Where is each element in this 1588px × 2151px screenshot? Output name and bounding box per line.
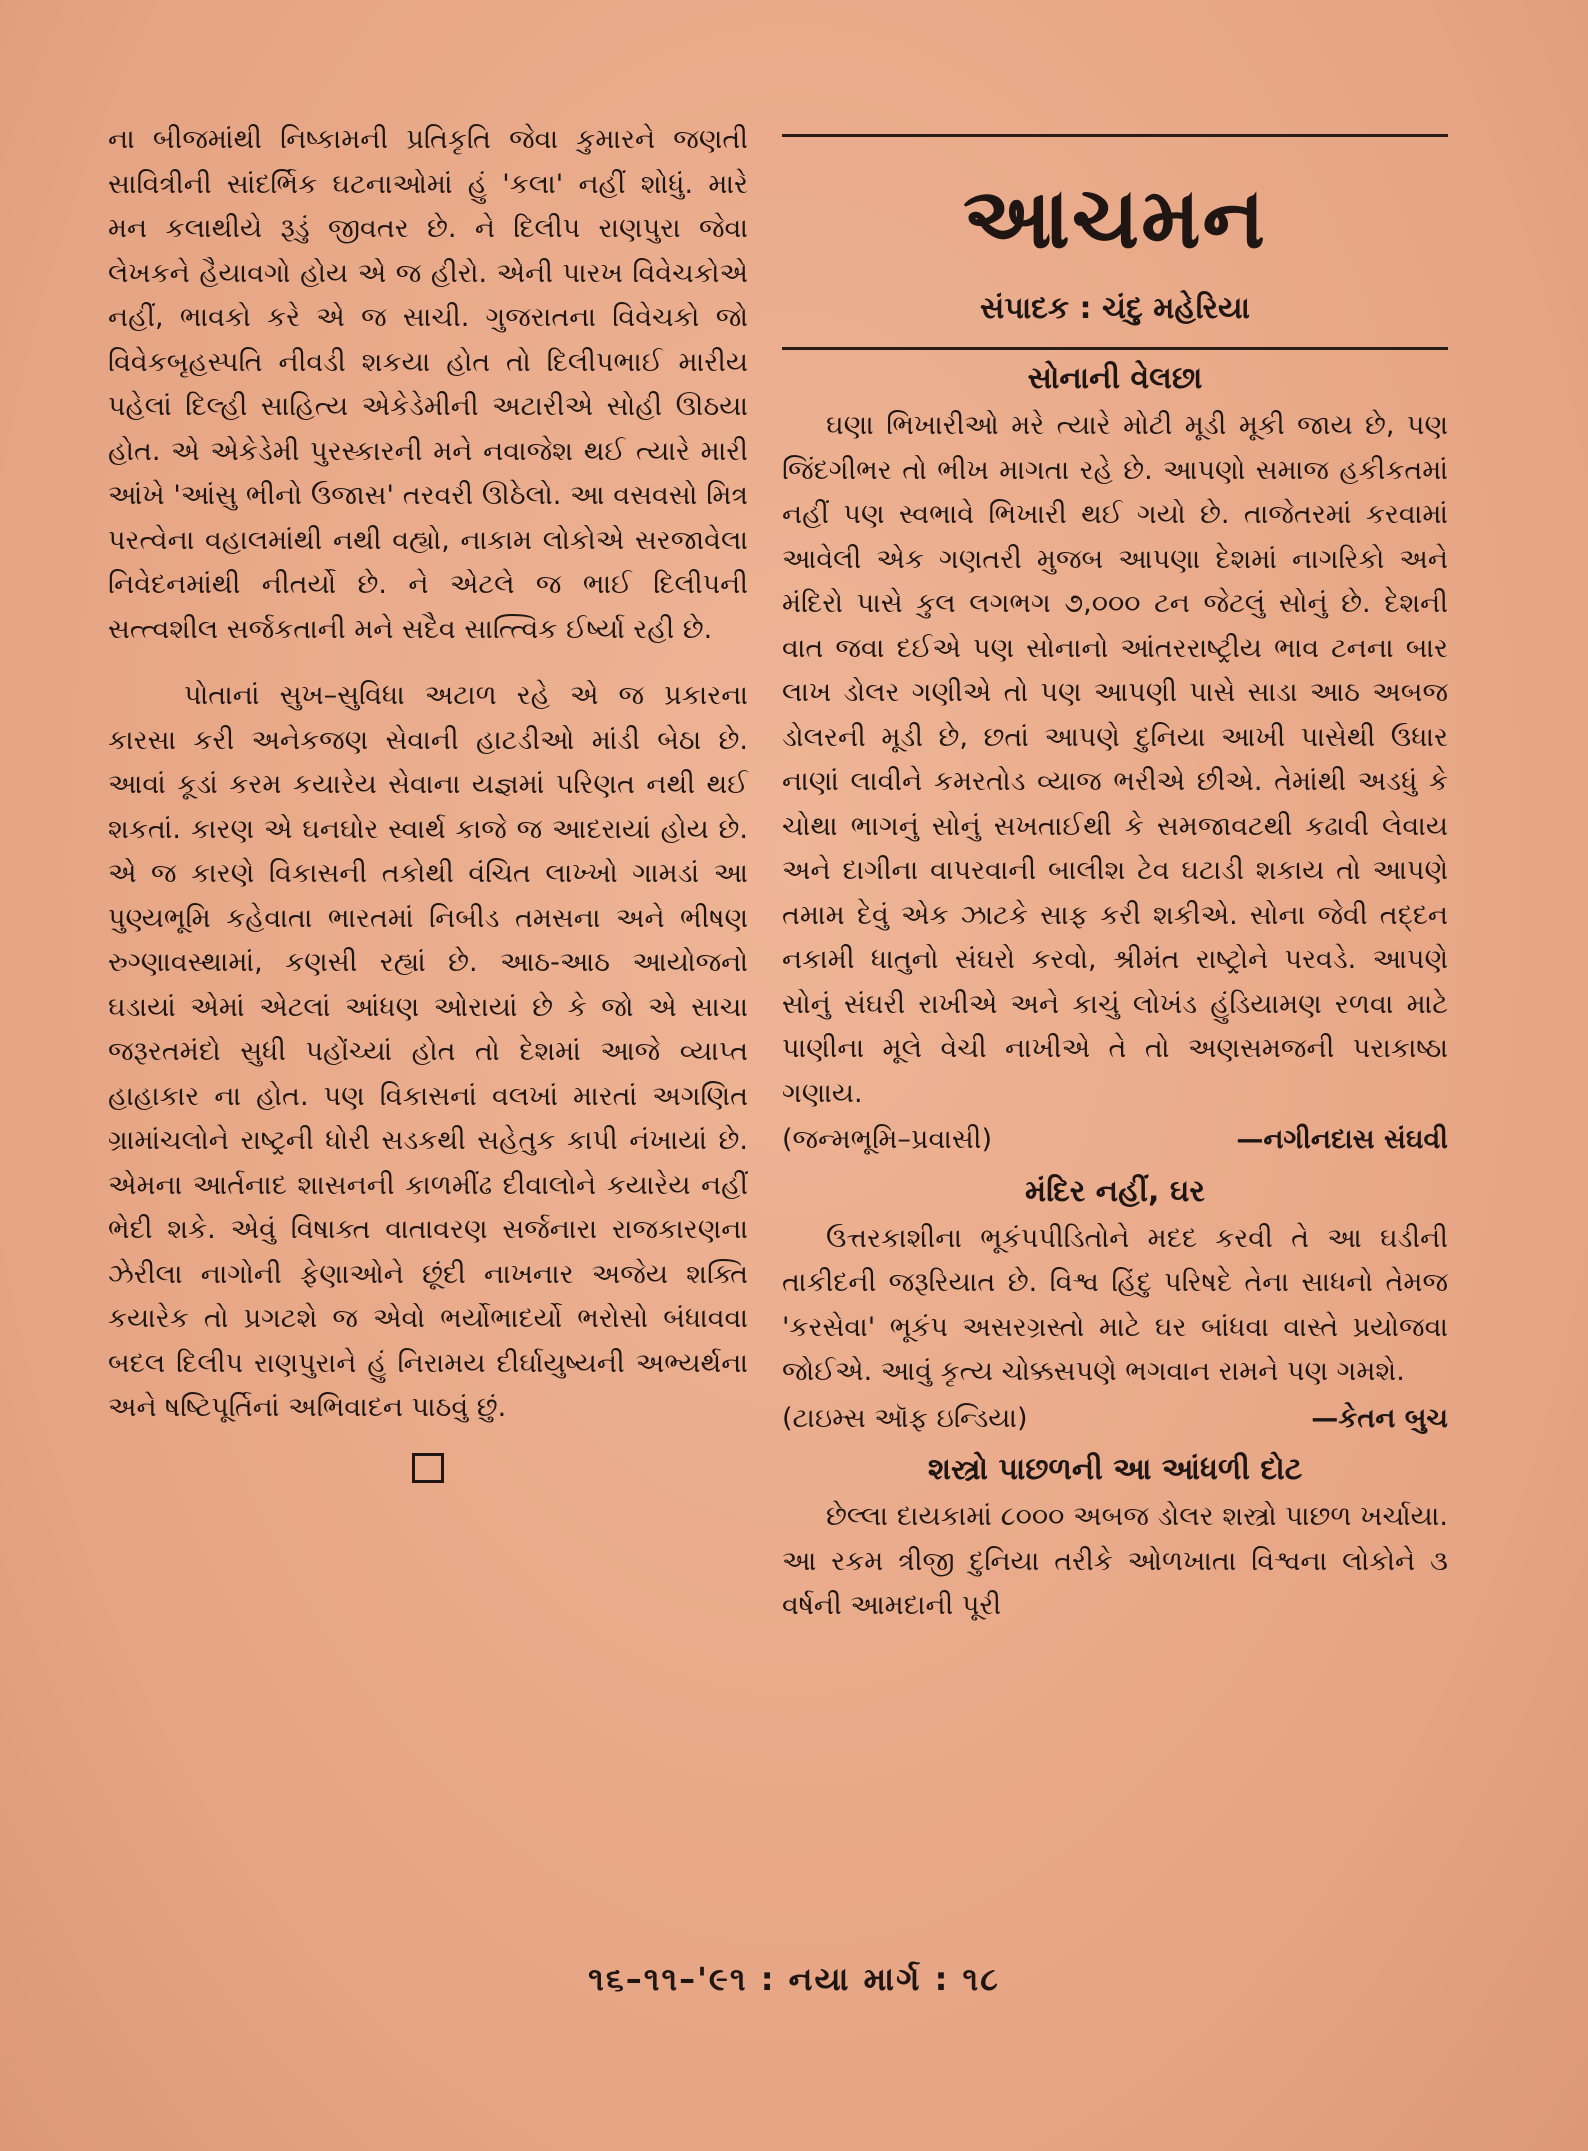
- left-paragraph-2: પોતાનાં સુખ–સુવિધા અટાળ રહે એ જ પ્રકારના કારસા કરી અનેકજણ સેવાની હાટડીઓ માંડી બેઠા છે. આવાં કૂડાં કરમ કયારેય સેવાના યજ્ઞમાં પરિણત નથી થઈ શકતાં. કારણ એ ઘનઘોર સ્વાર્થ કાજે જ આદરાયાં હોય છે. એ જ કારણે વિકાસની તકોથી વંચિત લાખ્ખો ગામડાં આ પુણ્યભૂમિ કહેવાતા ભારતમાં નિબીડ તમસના અને ભીષણ રુગ્ણાવસ્થામાં, કણસી રહ્યાં છે. આઠ-આઠ આયોજનો ઘડાયાં એમાં એટલાં આંધણ ઓરાયાં છે કે જો એ સાચા જરૂરતમંદો સુધી પહોંચ્યાં હોત તો દેશમાં આજે વ્યાપ્ત હાહાકાર ના હોત. પણ વિકાસનાં વલખાં મારતાં અગણિત ગ્રામાંચલોને રાષ્ટ્રની ધોરી સડકથી સહેતુક કાપી નંખાયાં છે. એમના આર્તનાદ શાસનની કાળમીંઢ દીવાલોને કયારેય નહીં ભેદી શકે. એવું વિષાક્ત વાતાવરણ સર્જનારા રાજકારણના ઝેરીલા નાગોની ફેણાઓને છૂંદી નાખનાર અજેય શક્તિ કયારેક તો પ્રગટશે જ એવો ભર્યોભાદર્યો ભરોસો બંધાવવા બદલ દિલીપ રાણપુરાને હું નિરામય દીર્ઘાયુષ્યની અભ્યર્થના અને ષષ્ટિપૂર્તિનાં અભિવાદન પાઠવું છું.: [108, 680, 748, 1423]
- article-body: છેલ્લા દાયકામાં ૮૦૦૦ અબજ ડોલર શસ્ત્રો પાછળ ખર્ચાયા. આ રકમ ત્રીજી દુનિયા તરીકે ઓળખાતા વિશ્વના લોકોને ૩ વર્ષની આમદાની પૂરી: [782, 1501, 1448, 1621]
- article-body: ઉત્તરકાશીના ભૂકંપપીડિતોને મદદ કરવી તે આ ઘડીની તાકીદની જરૂરિયાત છે. વિશ્વ હિંદુ પરિષદે તેના સાધનો તેમજ 'કરસેવા' ભૂકંપ અસરગ્રસ્તો માટે ઘર બાંધવા વાસ્તે પ્રયોજવા જોઈએ. આવું કૃત્ય ચોક્કસપણે ભગવાન રામને પણ ગમશે.: [782, 1222, 1448, 1387]
- article-1: [782, 356, 1448, 1163]
- column-editor: સંપાદક : ચંદુ મહેરિયા: [980, 291, 1250, 326]
- end-of-article-box-icon: [412, 1453, 444, 1483]
- column-masthead: આચમન: [963, 169, 1267, 267]
- article-heading: મંદિર નહીં, ઘર: [1025, 1173, 1205, 1209]
- article-body: ઘણા ભિખારીઓ મરે ત્યારે મોટી મૂડી મૂકી જાય છે, પણ જિંદગીભર તો ભીખ માગતા રહે છે. આપણો સમાજ હકીકતમાં નહીં પણ સ્વભાવે ભિખારી થઈ ગયો છે. તાજેતરમાં કરવામાં આવેલી એક ગણતરી મુજબ આપણા દેશમાં નાગરિકો અને મંદિરો પાસે કુલ લગભગ ૭,૦૦૦ ટન જેટલું સોનું છે. દેશની વાત જવા દઈએ પણ સોનાનો આંતરરાષ્ટ્રીય ભાવ ટનના બાર લાખ ડોલર ગણીએ તો પણ આપણી પાસે સાડા આઠ અબજ ડોલરની મૂડી છે, છતાં આપણે દુનિયા આખી પાસેથી ઉધાર નાણાં લાવીને કમરતોડ વ્યાજ ભરીએ છીએ. તેમાંથી અડધું કે ચોથા ભાગનું સોનું સખતાઈથી કે સમજાવટથી કઢાવી લેવાય અને દાગીના વાપરવાની બાલીશ ટેવ ઘટાડી શકાય તો આપણે તમામ દેવું એક ઝાટકે સાફ કરી શકીએ. સોના જેવી તદ્દન નકામી ધાતુનો સંઘરો કરવો, શ્રીમંત રાષ્ટ્રોને પરવડે. આપણે સોનું સંઘરી રાખીએ અને કાચું લોખંડ હુંડિયામણ રળવા માટે પાણીના મૂલે વેચી નાખીએ તે તો અણસમજની પરાકાષ્ઠા ગણાય.: [782, 410, 1448, 1109]
- article-heading: શસ્ત્રો પાછળની આ આંધળી દોટ: [927, 1452, 1303, 1487]
- article-heading: સોનાની વેલછા: [1027, 361, 1203, 396]
- article-source: (જન્મભૂમિ–પ્રવાસી): [782, 1124, 993, 1155]
- article-2: [782, 1169, 1448, 1442]
- article-source: (ટાઇમ્સ ઑફ ઇન્ડિયા): [782, 1402, 1028, 1434]
- masthead-top-rule: [782, 134, 1448, 137]
- article-author: —કેતન બુચ: [1311, 1402, 1448, 1434]
- article-author: —નગીનદાસ સંઘવી: [1236, 1124, 1448, 1155]
- article-source-line: [782, 1397, 1448, 1442]
- page-footer: ૧૬–૧૧–'૯૧ : નયા માર્ગ : ૧૮: [588, 1960, 1000, 1998]
- article-source-line: [782, 1118, 1448, 1163]
- article-3: [782, 1447, 1448, 1629]
- masthead-bottom-rule: [782, 347, 1448, 350]
- right-column: [782, 120, 1448, 1629]
- left-column: [108, 118, 748, 1483]
- left-paragraph-1: ના બીજમાંથી નિષ્કામની પ્રતિકૃતિ જેવા કુમારને જણતી સાવિત્રીની સાંદર્ભિક ઘટનાઓમાં હું 'કલા' નહીં શોધું. મારે મન કલાથીયે રૂડું જીવતર છે. ને દિલીપ રાણપુરા જેવા લેખકને હૈયાવગો હોય એ જ હીરો. એની પારખ વિવેચકોએ નહીં, ભાવકો કરે એ જ સાચી. ગુજરાતના વિવેચકો જો વિવેકબૃહસ્પતિ નીવડી શકયા હોત તો દિલીપભાઈ મારીય પહેલાં દિલ્હી સાહિત્ય એકેડેમીની અટારીએ સોહી ઊઠયા હોત. એ એકેડેમી પુરસ્કારની મને નવાજેશ થઈ ત્યારે મારી આંખે 'આંસુ ભીનો ઉજાસ' તરવરી ઊઠેલો. આ વસવસો મિત્ર પરત્વેના વહાલમાંથી નથી વહ્યો, નાકામ લોકોએ સરજાવેલા નિવેદનમાંથી નીતર્યો છે. ને એટલે જ ભાઈ દિલીપની સત્ત્વશીલ સર્જકતાની મને સદૈવ સાત્ત્વિક ઈર્ષ્યા રહી છે.: [108, 124, 748, 645]
